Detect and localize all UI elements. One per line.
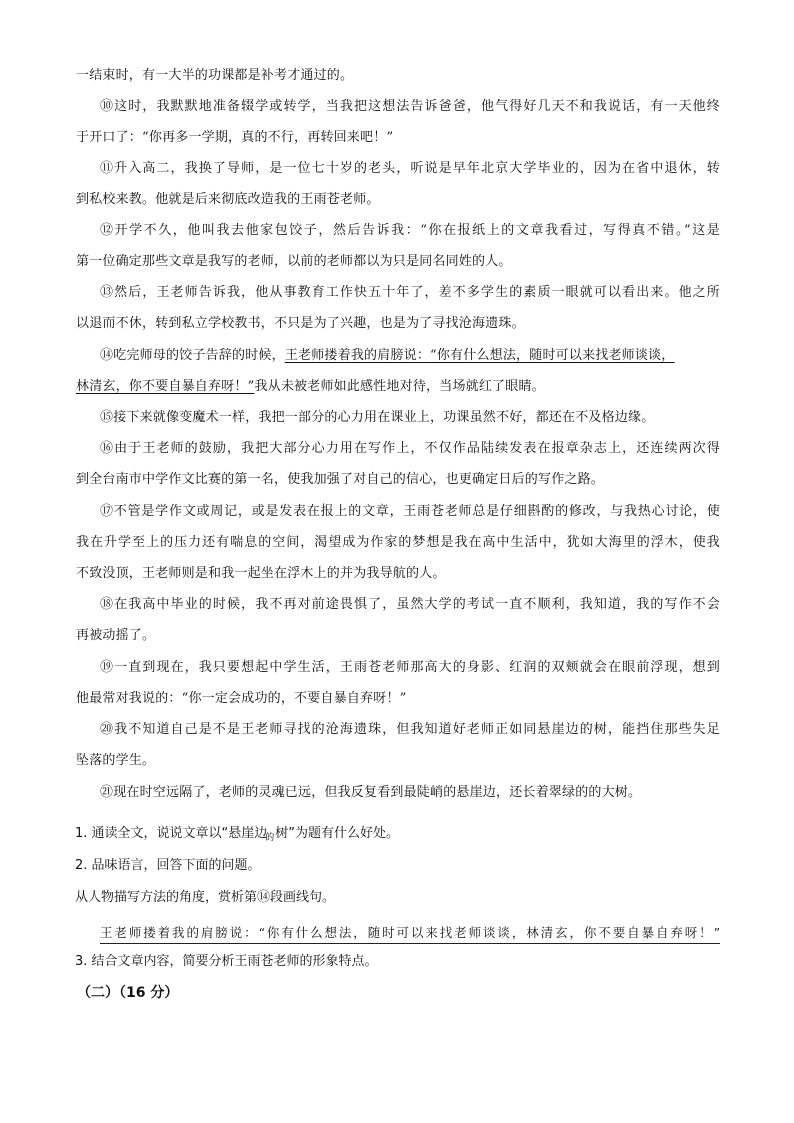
question-1-text: 1. 通读全文，说说文章以“悬崖边 <box>75 826 268 841</box>
paragraph-14-text: ⑭吃完师母的饺子告辞的时候， <box>100 348 285 363</box>
paragraph-21: ㉑现在时空远隔了，老师的灵魂已远，但我反复看到最陡峭的悬崖边，还长着翠绿的的大树。 <box>100 785 642 800</box>
question-2-quoted-sentence: 王老师搂着我的肩膀说：“你有什么想法，随时可以来找老师谈谈，林清玄，你不要自暴自弃呀！” <box>100 925 720 944</box>
paragraph-10-line1: ⑩这时，我默默地准备辍学或转学，当我把这想法告诉爸爸，他气得好几天不和我说话，有一天他终 <box>100 99 720 114</box>
paragraph-20-line1: ⑳我不知道自己是不是王老师寻找的沧海遗珠，但我知道好老师正如同悬崖边的树，能挡住那些失足 <box>100 722 720 737</box>
paragraph-16-line2: 到全台南市中学作文比赛的第一名，使我加强了对自己的信心，也更确定日后的写作之路。 <box>76 472 605 487</box>
paragraph-13-line1: ⑬然后，王老师告诉我，他从事教育工作快五十年了，差不多学生的素质一眼就可以看出来。他之所 <box>100 285 720 300</box>
paragraph-12-line1: ⑫开学不久，他叫我去他家包饺子，然后告诉我：“你在报纸上的文章我看过，写得真不错。”这是 <box>100 223 720 238</box>
question-1 <box>75 826 399 842</box>
paragraph-11-line2: 到私校来教。他就是后来彻底改造我的王雨苍老师。 <box>76 192 380 207</box>
paragraph-19-line1: ⑲一直到现在，我只要想起中学生活，王雨苍老师那高大的身影、红润的双颊就会在眼前浮现，想到 <box>100 660 720 675</box>
paragraph-10-line2: 于开口了：“你再多一学期，真的不行，再转回来吧！” <box>76 130 394 145</box>
paragraph-11-line1: ⑪升入高二，我换了导师，是一位七十岁的老头，听说是早年北京大学毕业的，因为在省中退休，转 <box>100 161 720 176</box>
section-2-heading: （二）（16 分） <box>77 985 179 1001</box>
paragraph-17-line1: ⑰不管是学作文或周记，或是发表在报上的文章，王雨苍老师总是仔细斟酌的修改，与我热心讨论，使 <box>100 504 720 519</box>
question-1-ruby: 的 <box>265 833 275 843</box>
question-3: 3. 结合文章内容，简要分析王雨苍老师的形象特点。 <box>75 954 378 969</box>
paragraph-13-line2: 以退而不休，转到私立学校教书，不只是为了兴趣，也是为了寻找沧海遗珠。 <box>76 316 525 331</box>
paragraph-14-line2 <box>76 379 545 395</box>
paragraph-18-line2: 再被动摇了。 <box>76 628 156 643</box>
question-2-subprompt: 从人物描写方法的角度，赏析第⑭段画线句。 <box>75 890 336 905</box>
passage-line: 一结束时，有一大半的功课都是补考才通过的。 <box>76 68 354 83</box>
paragraph-18-line1: ⑱在我高中毕业的时候，我不再对前途畏惧了，虽然大学的考试一直不顺利，我知道，我的写作不会 <box>100 597 720 612</box>
paragraph-17-line2: 我在升学至上的压力还有喘息的空间，渴望成为作家的梦想是我在高中生活中，犹如大海里的浮木，使我 <box>76 535 720 550</box>
paragraph-16-line1: ⑯由于王老师的鼓励，我把大部分心力用在写作上，不仅作品陆续发表在报章杂志上，还连续两次得 <box>100 441 720 456</box>
paragraph-20-line2: 坠落的学生。 <box>76 753 156 768</box>
question-1-text: 树”为题有什么好处。 <box>275 826 400 841</box>
paragraph-17-line3: 不致没顶，王老师则是和我一起坐在浮木上的并为我导航的人。 <box>76 566 446 581</box>
paragraph-15: ⑮接下来就像变魔术一样，我把一部分的心力用在课业上，功课虽然不好，都还在不及格边缘。 <box>100 410 655 425</box>
underlined-sentence-part1: 王老师搂着我的肩膀说：“你有什么想法，随时可以来找老师谈谈， <box>284 348 675 363</box>
paragraph-14-text: 我从未被老师如此感性地对待，当场就红了眼睛。 <box>254 379 545 394</box>
paragraph-14-line1 <box>100 348 674 364</box>
paragraph-19-line2: 他最常对我说的：“你一定会成功的，不要自暴自弃呀！” <box>76 691 407 706</box>
underlined-sentence-part2: 林清玄，你不要自暴自弃呀！” <box>76 379 255 394</box>
paragraph-12-line2: 第一位确定那些文章是我写的老师，以前的老师都以为只是同名同姓的人。 <box>76 254 512 269</box>
question-2: 2. 品味语言，回答下面的问题。 <box>75 858 261 873</box>
